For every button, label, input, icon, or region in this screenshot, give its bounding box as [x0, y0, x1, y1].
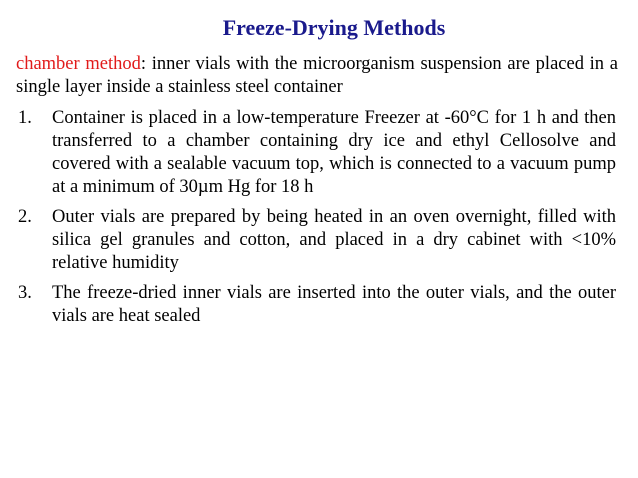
- slide-title: Freeze-Drying Methods: [222, 15, 446, 40]
- step-item: [18, 282, 616, 328]
- step-text: Outer vials are prepared by being heated in an oven overnight, filled with silica gel granules and cotton, and placed in a dry cabinet with <10% relative humidity: [52, 207, 616, 273]
- step-number: 3.: [18, 283, 32, 303]
- intro-lead: chamber method: [16, 54, 141, 74]
- step-number: 1.: [18, 108, 32, 128]
- step-text: Container is placed in a low-temperature Freezer at -60°C for 1 h and then transferred to a chamber containing dry ice and ethyl Cellosolve and covered with a sealable vacuum top, which is connected to a vacuum pump at a minimum of 30µm Hg for 18 h: [52, 108, 616, 197]
- intro-text: : inner vials with the microorganism suspension are placed in a single layer inside a stainless steel container: [16, 54, 618, 97]
- step-number: 2.: [18, 207, 32, 227]
- intro-paragraph: [16, 53, 618, 99]
- step-item: [18, 206, 616, 275]
- step-item: [18, 107, 616, 199]
- step-text: The freeze-dried inner vials are inserted into the outer vials, and the outer vials are heat sealed: [52, 283, 616, 326]
- steps-list: [18, 107, 616, 335]
